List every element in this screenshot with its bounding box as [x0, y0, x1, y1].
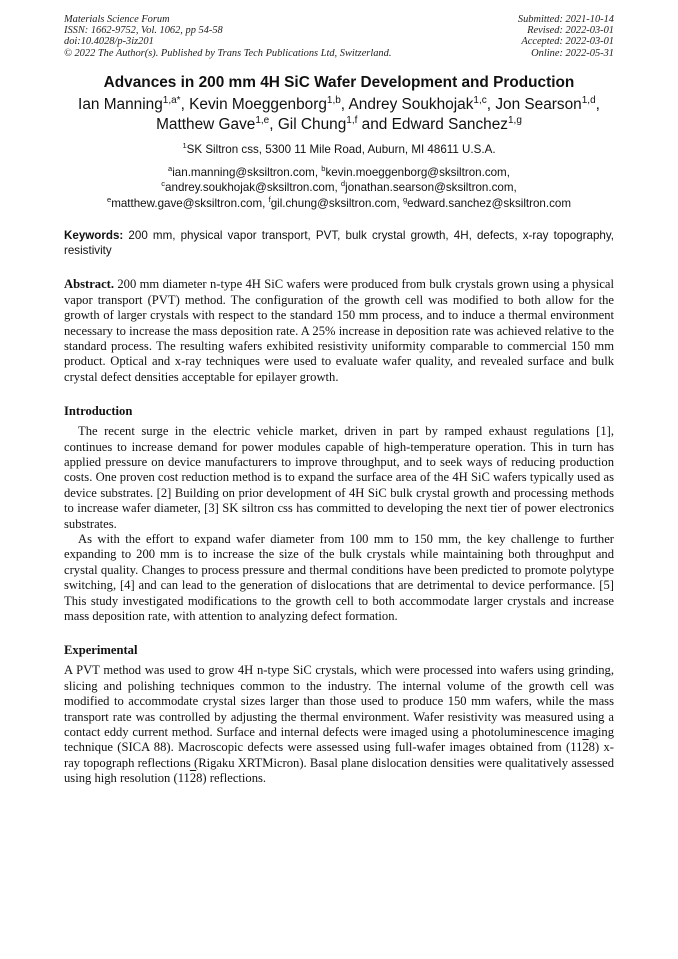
email-superscript: e	[106, 194, 112, 204]
email-address[interactable]: jonathan.searson@sksiltron.com,	[345, 181, 517, 195]
email-superscript: b	[321, 163, 326, 173]
miller-index-end: 8)	[588, 740, 600, 755]
accepted-date: Accepted: 2022-03-01	[521, 36, 614, 48]
miller-index-start: (11	[566, 740, 583, 755]
email-address[interactable]: gil.chung@sksiltron.com,	[270, 196, 403, 210]
author-superscript: 1,d	[581, 94, 596, 106]
experimental-heading: Experimental	[64, 643, 138, 658]
author-name: Matthew Gave	[156, 115, 256, 133]
author-list	[64, 95, 614, 135]
experimental-text: x-ray topograph reflections (Rigaku XRTMicron). Basal plane dislocation densities were qualitatively assessed using high resolution	[64, 740, 614, 786]
email-superscript: c	[161, 179, 166, 189]
keywords-section	[64, 228, 614, 258]
abstract	[64, 277, 614, 385]
affiliation-text: SK Siltron css, 5300 11 Mile Road, Auburn, MI 48611 U.S.A.	[186, 142, 496, 156]
email-superscript: g	[402, 194, 408, 204]
author-superscript: 1,e	[255, 114, 270, 126]
miller-index-end: 8)	[196, 771, 207, 786]
online-date: Online: 2022-05-31	[531, 47, 614, 59]
author-separator: ,	[340, 95, 349, 113]
submitted-date: Submitted: 2021-10-14	[517, 14, 614, 25]
miller-index-bar: 2	[189, 771, 197, 786]
abstract-label: Abstract.	[64, 277, 115, 292]
email-address[interactable]: andrey.soukhojak@sksiltron.com,	[165, 181, 341, 195]
author-name: Gil Chung	[277, 115, 347, 133]
author-separator: and	[357, 115, 392, 133]
revised-date: Revised: 2022-03-01	[527, 25, 614, 37]
email-superscript: a	[168, 163, 173, 173]
experimental-paragraph	[64, 663, 614, 786]
issn-line: ISSN: 1662-9752, Vol. 1062, pp 54-58	[64, 25, 223, 37]
author-name: Jon Searson	[495, 95, 582, 113]
email-address[interactable]: kevin.moeggenborg@sksiltron.com,	[325, 165, 510, 179]
email-list	[64, 165, 614, 212]
paper-title: Advances in 200 mm 4H SiC Wafer Development and Production	[103, 73, 575, 91]
miller-index-start: (11	[173, 771, 190, 786]
abstract-text: 200 mm diameter n-type 4H SiC wafers were produced from bulk crystals grown using a physical vapor transport (PVT) method. The configuration of the growth cell was modified to both allow for the growth of larger crystals with respect to the standard 150 mm process, and to induce a thermal environment necessary to increase the mass deposition rate. A 25% increase in deposition rate was achieved relative to the standard process. The resulting wafers exhibited resistivity uniformity comparable to commercial 150 mm product. Optical and x-ray techniques were used to evaluate wafer quality, and revealed surface and bulk crystal defect densities acceptable for epilayer growth.	[64, 277, 614, 384]
author-separator: ,	[180, 95, 190, 113]
experimental-text: reflections.	[206, 771, 267, 786]
author-separator: ,	[269, 115, 278, 133]
email-superscript: f	[268, 194, 271, 204]
author-superscript: 1,b	[326, 94, 341, 106]
affiliation	[64, 140, 614, 157]
copyright-line: © 2022 The Author(s). Published by Trans Tech Publications Ltd, Switzerland.	[64, 47, 392, 59]
author-name: Kevin Moeggenborg	[189, 95, 327, 113]
publication-dates	[518, 14, 614, 59]
author-name: Edward Sanchez	[391, 115, 508, 133]
author-superscript: 1,c	[473, 94, 487, 106]
keywords-text: 200 mm, physical vapor transport, PVT, bulk crystal growth, 4H, defects, x-ray topography, resistivity	[64, 229, 614, 258]
publication-info	[64, 14, 391, 59]
author-name: Ian Manning	[78, 95, 163, 113]
miller-index	[566, 740, 599, 754]
author-superscript: 1,a*	[162, 94, 181, 106]
keywords-label: Keywords:	[64, 229, 124, 243]
miller-index	[174, 771, 207, 785]
experimental-text: A PVT method was used to grow 4H n-type SiC crystals, which were processed into wafers using grinding, slicing and polishing techniques common to the industry. The internal volume of the growth cell was modified to accommodate crystal sizes larger than those used to produce 150 mm wafers, while the mass transport rate was controlled by adjusting the thermal environment. Wafer resistivity was measured using a contact eddy current method. Surface and internal defects were imaged using a photoluminescence imaging technique (SICA 88). Macroscopic defects were assessed using full-wafer images obtained from	[64, 663, 614, 755]
paper-page	[64, 14, 614, 787]
affiliation-superscript: 1	[182, 140, 187, 150]
email-address[interactable]: matthew.gave@sksiltron.com,	[111, 196, 269, 210]
email-address[interactable]: edward.sanchez@sksiltron.com	[407, 196, 571, 210]
email-address[interactable]: ian.manning@sksiltron.com,	[172, 165, 322, 179]
email-superscript: d	[340, 179, 346, 189]
author-separator: ,	[486, 95, 496, 113]
author-name: Andrey Soukhojak	[348, 95, 474, 113]
doi-line[interactable]: doi:10.4028/p-3iz201	[64, 36, 154, 48]
author-superscript: 1,f	[346, 114, 358, 126]
miller-index-bar: 2	[582, 740, 589, 755]
introduction-paragraph-1: The recent surge in the electric vehicle market, driven in part by ramped exhaust regulations [1], continues to increase demand for power modules capable of high-temperature operation. This in turn has applied pressure on device manufacturers to improve throughput, and to seek ways of reducing production costs. One proven cost reduction method is to expand the surface area of the 4H SiC wafers typically used as device substrates. [2] Building on prior development of 4H SiC bulk crystal growth and processing methods to increase wafer diameter, [3] SK siltron css has committed to developing the next tier of power electronics substrates.	[64, 424, 614, 531]
journal-name: Materials Science Forum	[64, 14, 170, 25]
author-separator: ,	[595, 95, 600, 113]
introduction-heading: Introduction	[64, 404, 133, 419]
introduction-paragraph-2: As with the effort to expand wafer diameter from 100 mm to 150 mm, the key challenge to further expanding to 200 mm is to increase the size of the bulk crystals while maintaining both throughput and crystal quality. Changes to process pressure and thermal conditions have been predicted to promote polytype switching, [4] and can lead to the generation of dislocations that are detrimental to device performance. [5] This study investigated modifications to the growth cell to both accommodate larger crystals and increase mass deposition rate, with attention to analyzing defect formation.	[64, 532, 614, 624]
author-superscript: 1,g	[507, 114, 522, 126]
journal-header	[64, 14, 614, 59]
